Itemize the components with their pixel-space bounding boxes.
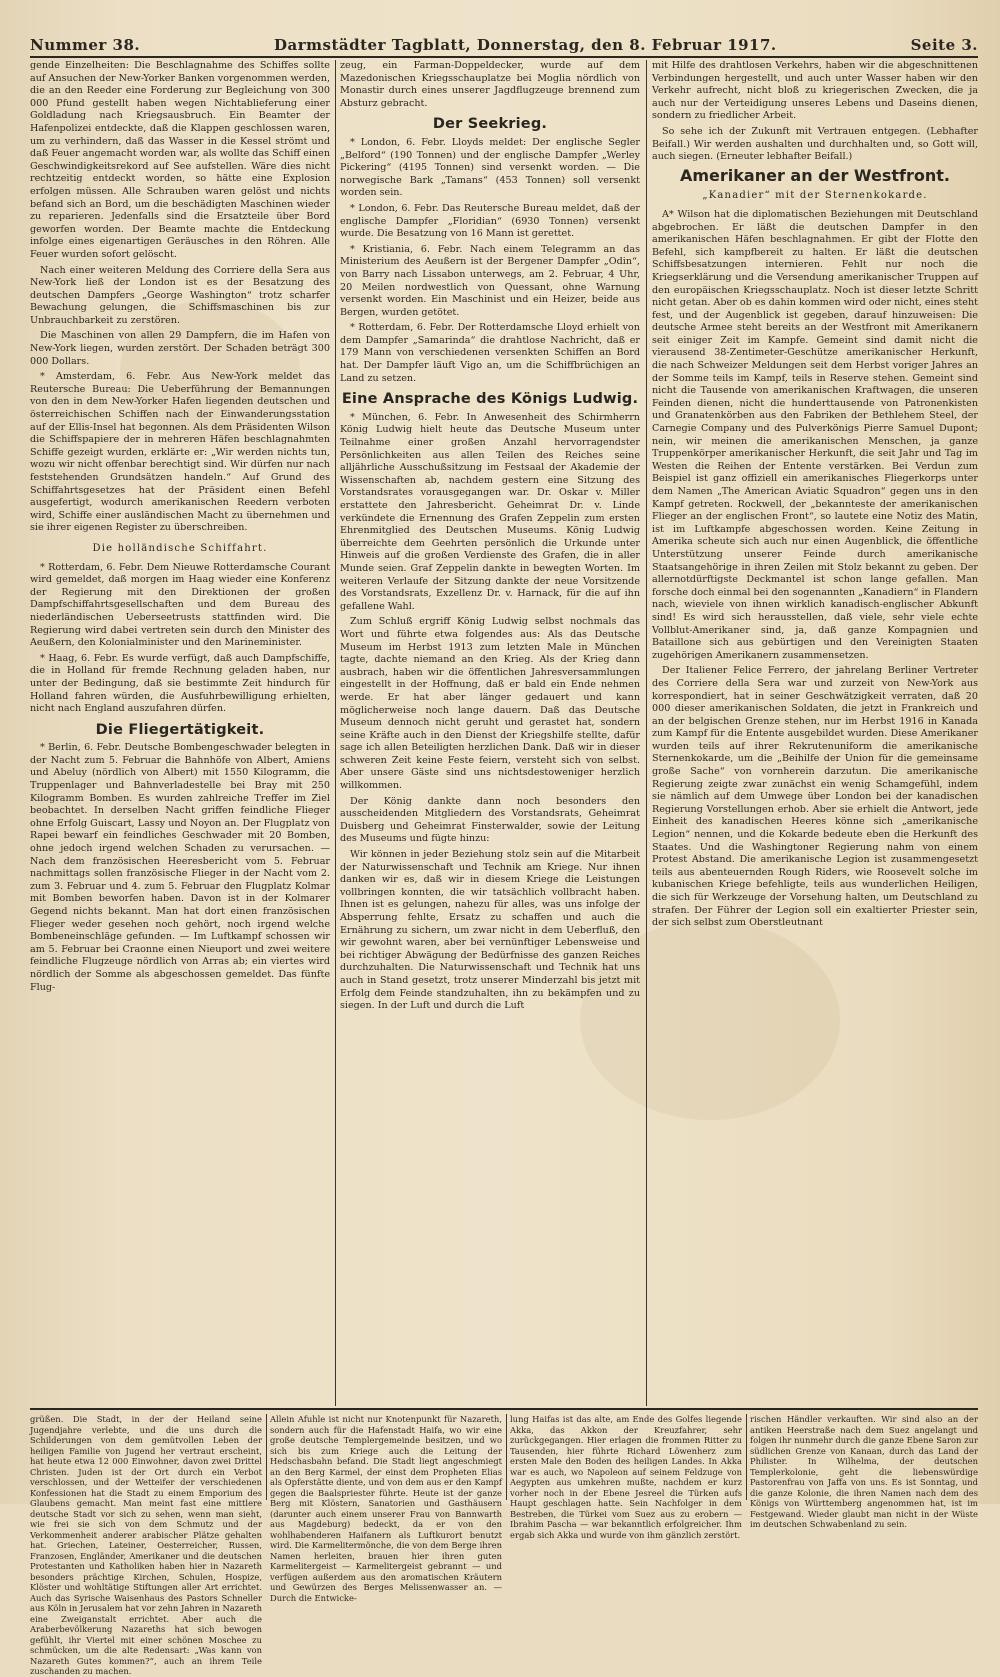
issue-number: Nummer 38. [30, 36, 141, 54]
section-heading: Amerikaner an der Westfront. [679, 165, 950, 185]
article-paragraph: * München, 6. Febr. In Anwesenheit des Schirmherrn König Ludwig hielt heute das Deutsche Museum unter Teilnahme einer großen Anzahl hervorragendster Persönlichkeiten aus allen Teilen des Reiches seine alljährliche Ausschußsitzung im Festsaal der Akademie der Wissenschaften ab, nachdem gestern eine Sitzung des Vorstandsrates vorausgegangen war. Dr. Oskar v. Miller erstattete den Jahresbericht. Geheimrat Dr. v. Linde verkündete die Ernennung des Grafen Zeppelin zum ersten Ehrenmitglied des Deutschen Museums. König Ludwig überreichte dem Geehrten persönlich die Urkunde unter Hinweis auf die großen Verdienste des Grafen, die in aller Munde seien. Graf Zeppelin dankte in bewegten Worten. Im weiteren Verlaufe der Sitzung dankte der neue Vorsitzende des Vorstandsrats, Exzellenz Dr. v. Harnack, für die auf ihn gefallene Wahl. [340, 411, 640, 612]
section-subheading: „Kanadier“ mit der Sternenkokarde. [702, 190, 928, 202]
feuilleton-column-4: rischen Händler verkauften. Wir sind also an der antiken Heerstraße nach dem Suez angelangt und folgen ihr nunmehr durch die ganze Ebene Saron zur südlichen Grenze von Kanaan, durch das Land der Philister. In Wilhelma, der deutschen Templerkolonie, geht die liebenswürdige Pastorenfrau von Jaffa von uns. Es ist Sonntag, und die ganze Kolonie, die ihren Namen nach dem des Königs von Württemberg angenommen hat, ist im Festgewand. Wieder glaubt man nicht in der Wüste im deutschen Schwabenland zu sein. [750, 1414, 978, 1529]
article-paragraph: Der Italiener Felice Ferrero, der jahrelang Berliner Vertreter des Corriere della Sera war und zurzeit von New-York aus korrespondiert, hat in seiner Geschwätzigkeit verraten, daß 20 000 dieser amerikanischen Soldaten, die jetzt in Frankreich und an der belgischen Grenze stehen, nur im Herbst 1916 in Kanada zum Kampf für die Entente ausgebildet wurden. Diese Amerikaner wurden teils auf ihrer Rekrutenuniform die amerikanische Sternenkokarde, um die „Beihilfe der Union für die gemeinsame große Sache“ von vornherein darzutun. Die amerikanische Regierung zeigte zwar zunächst ein wenig Schamgefühl, indem sie nämlich auf dem Umwege über London bei der kanadischen Regierung Vorstellungen erhob. Aber sie erhielt die Antwort, jede Einheit des kanadischen Heeres könne sich „amerikanische Legion“ nennen, und die Kokarde bedeute eben die Herkunft des Staates. Und die Washingtoner Regierung nahm von einem Protest Abstand. Die amerikanische Legion ist zusammengesetzt teils aus abenteuernden Rough Riders, wie Roosevelt solche im kubanischen Kriege befehligte, teils aus wunderlichen Heiligen, die sich für Werkzeuge der Vorsehung halten, um Deutschland zu strafen. Der Führer der Legion soll ein exaltierter Priester sein, der sich selbst zum Oberstleutnant [652, 665, 978, 929]
article-paragraph: Die Maschinen von allen 29 Dampfern, die im Hafen von New-York liegen, wurden zerstört. Der Schaden beträgt 300 000 Dollars. [30, 330, 330, 367]
column-3 [652, 60, 978, 1406]
newspaper-title-date: Darmstädter Tagblatt, Donnerstag, den 8. Februar 1917. [274, 36, 777, 54]
article-paragraph: * Rotterdam, 6. Febr. Dem Nieuwe Rotterdamsche Courant wird gemeldet, daß morgen im Haag wieder eine Konferenz der Regierung mit den Direktionen der großen Dampfschiffahrtsgesellschaften und dem Bureau des niederländischen Ueberseetrusts stattfinden wird. Die Regierung wird dabei vertreten sein durch den Minister des Aeußern, den Kolonialminister und den Marineminister. [30, 561, 330, 649]
column-rule [266, 1414, 267, 1500]
article-paragraph: gende Einzelheiten: Die Beschlagnahme des Schiffes sollte auf Ansuchen der New-Yorker Banken vorgenommen werden, die an den Reeder eine Forderung zur Begleichung von 300 000 Pfund gestellt haben wegen Nichtablieferung einer Goldladung nach Kriegsausbruch. Ein Beamter der Hafenpolizei entdeckte, daß die Klappen geschlossen waren, um zu verhindern, daß das Wasser in die Kessel strömt und daß Feuer angemacht worden war, als wollte das Schiff einen Geschwindigkeitsrekord auf See aufstellen. Wäre dies nicht rechtzeitig entdeckt worden, so hätte eine Explosion erfolgen müssen. Alle Schrauben waren gelöst und nichts befand sich an Bord, um die beschädigten Maschinen wieder zu reparieren. Jedenfalls sind die Ersatzteile über Bord geworfen worden. Der Beamte machte die Entdeckung infolge eines eigenartigen Geräusches in den Röhren. Alle Feuer wurden sofort gelöscht. [30, 60, 330, 260]
section-subheading: Die holländische Schiffahrt. [92, 542, 268, 554]
masthead [30, 32, 978, 58]
section-heading: Eine Ansprache des Königs Ludwig. [341, 391, 639, 408]
page-number: Seite 3. [910, 36, 978, 54]
article-paragraph: * Haag, 6. Febr. Es wurde verfügt, daß auch Dampfschiffe, die in Holland für fremde Rechnung geladen haben, nur unter der Bedingung, daß sie bestimmte Zeit hindurch für Holland fahren würden, die Ausfuhrbewilligung erhielten, nicht nach England auszufahren dürfen. [30, 652, 330, 715]
section-heading: Die Fliegertätigkeit. [95, 721, 265, 738]
article-paragraph: * Rotterdam, 6. Febr. Der Rotterdamsche Lloyd erhielt von dem Dampfer „Samarinda“ die drahtlose Nachricht, daß er 179 Mann von verschiedenen versenkten Schiffen an Bord hat. Der Dampfer läuft Vigo an, um die Schiffbrüchigen an Land zu setzen. [340, 322, 640, 384]
article-paragraph: Der König dankte dann noch besonders den ausscheidenden Mitgliedern des Vorstandsrats, Geheimrat Duisberg und Geheimrat Finsterwalder, sowie der Leitung des Museums und fügte hinzu: [340, 795, 640, 845]
section-heading: Der Seekrieg. [432, 116, 548, 133]
feuilleton-separator [30, 1408, 978, 1410]
article-paragraph: Wir können in jeder Beziehung stolz sein auf die Mitarbeit der Naturwissenschaft und Technik am Kriege. Nur ihnen danken wir es, daß wir in diesem Kriege die Leistungen vollbringen konnten, die wir tatsächlich vollbracht haben. Ihnen ist es gelungen, nahezu für alles, was uns infolge der Absperrung fehlte, Ersatz zu schaffen und auch die Ernährung zu sichern, um zwar nicht in dem Ueberfluß, den wir gewohnt waren, aber bei vernünftiger Lebensweise und bei richtiger Abwägung der Bedürfnisse des ganzen Reiches durchzuhalten. Die Naturwissenschaft und Technik hat uns auch in Stand gesetzt, trotz unserer Minderzahl bis jetzt mit Erfolg dem Feinde standzuhalten, ihn zu bekämpfen und zu siegen. In der Luft und durch die Luft [340, 849, 640, 1012]
article-paragraph: zeug, ein Farman-Doppeldecker, wurde auf dem Mazedonischen Kriegsschauplatze bei Moglia nördlich von Monastir durch eines unserer Jagdflugzeuge brennend zum Absturz gebracht. [340, 60, 640, 109]
article-paragraph: * Amsterdam, 6. Febr. Aus New-York meldet das Reutersche Bureau: Die Ueberführung der Bemannungen von den in dem New-Yorker Hafen liegenden deutschen und österreichischen Schiffen nach der Einwanderungsstation auf der Ellis-Insel hat begonnen. Als dem Präsidenten Wilson die Schiffspapiere der in mehreren Häfen beschlagnahmten Schiffe gezeigt wurden, erklärte er: „Wir werden nichts tun, wozu wir nicht offenbar berechtigt sind. Wir dürfen nur nach feststehenden Grundsätzen handeln.“ Auf Grund des Schiffahrtsgesetzes hat der Präsident einen Befehl ausgefertigt, wodurch amerikanischen Reedern verboten wird, Schiffe einer ausländischen Macht zu übernehmen und sie ihrer eigenen Register zu überschreiben. [30, 371, 330, 534]
feuilleton-column-3: lung Haifas ist das alte, am Ende des Golfes liegende Akka, das Akkon der Kreuzfahrer, sehr zurückgegangen. Hier erlagen die frommen Ritter zu Tausenden, hier führte Richard Löwenherz zum ersten Male den Boden des heiligen Landes. In Akka war es auch, wo Napoleon auf seinem Feldzuge von Aegypten aus umkehren mußte, nachdem er kurz vorher noch in der Ebene Jesreel die Türken aufs Haupt geschlagen hatte. Sein Nachfolger in dem Bestreben, die Türkei vom Suez aus zu erobern — Ibrahim Pascha — war bekanntlich erfolgreicher. Ihm ergab sich Akka und wurde von ihm gänzlich zerstört. [510, 1414, 742, 1540]
article-paragraph: * Berlin, 6. Febr. Deutsche Bombengeschwader belegten in der Nacht zum 5. Februar die Bahnhöfe von Albert, Amiens und Abeluy (nördlich von Albert) mit 1550 Kilogramm, die Truppenlager und Bahnverladestelle bei Bray mit 250 Kilogramm Bomben. Es wurden zahlreiche Treffer im Ziel beobachtet. In derselben Nacht griffen feindliche Flieger ohne Erfolg Guiscart, Lassy und Noyon an. Der Flugplatz von Rapei bewarf ein feindliches Geschwader mit 20 Bomben, ohne jedoch irgend welchen Schaden zu verursachen. — Nach dem französischen Heeresbericht vom 5. Februar nachmittags sollen französische Flieger in der Nacht vom 2. zum 3. Februar und 4. zum 5. Februar den Flugplatz Kolmar mit Bomben beworfen haben. Davon ist in der Kolmarer Gegend nichts bekannt. Man hat dort einen französischen Flieger weder gesehen noch gehört, noch irgend welche Bombeneinschläge gefunden. — Im Luftkampf schossen wir am 5. Februar bei Craonne einen Nieuport und zwei weitere feindliche Flugzeuge nördlich von Arras ab; ein viertes wird nördlich der Somme als abgeschossen gemeldet. Das fünfte Flug- [30, 742, 330, 993]
article-paragraph: A* Wilson hat die diplomatischen Beziehungen mit Deutschland abgebrochen. Er läßt die deutschen Dampfer in den amerikanischen Häfen beschlagnahmen. Er gibt der Flotte den Befehl, sich kampfbereit zu halten. Er läßt die deutschen Schiffsbesatzungen internieren. Fehlt nur noch die Kriegserklärung und die Versendung amerikanischer Truppen auf den europäischen Kriegsschauplatz. Noch ist dieser letzte Schritt nicht getan. Aber ob es dahin kommen wird oder nicht, eines steht fest, und der Augenblick ist gegeben, darauf hinzuweisen: Die deutsche Armee steht bereits an der Westfront mit Amerikanern seit einiger Zeit im Kampfe. Gemeint sind damit nicht die vierausend 38-Zentimeter-Geschütze amerikanischer Herkunft, die nach Schweizer Meldungen seit dem Herbst voriger Jahres an der Somme teils im Kampf, teils in Reserve stehen. Gemeint sind nicht die Tausende von amerikanischen Kraftwagen, die unseren Feinden dienen, nicht die hunderttausende von Patronenkisten und Granatenkörben aus den Fabriken der Bethlehem Steel, der Carnegie Company und des Pulverkönigs Pierre Samuel Dupont; nein, wir meinen die amerikanischen Menschen, ja ganze Truppenkörper amerikanischer Herkunft, die seit Jahr und Tag im Westen die Reihen der Entente verstärken. Bei Verdun zum Beispiel ist ganz offiziell ein amerikanisches Fliegerkorps unter dem Namen „The American Aviatic Squadron“ gegen uns in den Kampf getreten. Rockwell, der „bekannteste der amerikanischen Flieger an der englischen Front“, so lautete eine Notiz des Matin, ist im Luftkampfe abgeschossen worden. Keine Zeitung in Amerika scheute sich auch nur einen Augenblick, die öffentliche Unterstützung unserer Feinde durch amerikanische Staatsangehörige in ihren Zeilen mit Stolz bekannt zu geben. Der allernotdürftigste Deckmantel ist schon lange gefallen. Man forsche doch einmal bei den sogenannten „Kanadiern“ in Flandern nach, wieviele von ihnen wirklich kanadisch-englischer Abkunft sind! Es wird sich herausstellen, daß viele, sehr viele echte Vollblut-Amerikaner sind, ja, daß ganze Kompagnien und Bataillone sich aus gebürtigen und den Vereinigten Staaten zugehörigen Amerikanern zusammensetzen. [652, 208, 978, 661]
feuilleton-column-2: Allein Afuhle ist nicht nur Knotenpunkt für Nazareth, sondern auch für die Hafenstadt Haifa, wo wir eine große deutsche Templergemeinde besitzen, und wo sich bis zum Kriege auch die Leitung der Hedschasbahn befand. Die Stadt liegt angeschmiegt an den Berg Karmel, der einst dem Propheten Elias als Opferstätte diente, und von dem aus er den Kampf gegen die Baalspriester führte. Heute ist der ganze Berg mit Klöstern, Sanatorien und Gasthäusern (darunter auch einem unserer Frau von Bannwarth aus Magdeburg) bedeckt, da er von den wohlhabenderen Haifanern als Luftkurort benutzt wird. Die Karmelitermönche, die von dem Berge ihren Namen herleiten, brauen hier ihren guten Karmelitergeist — Karmelitergeist gebrannt — und verfügen außerdem aus den aromatischen Kräutern und Gewürzen des Berges Melissenwasser an. — Durch die Entwicke- [270, 1414, 502, 1603]
article-paragraph: Zum Schluß ergriff König Ludwig selbst nochmals das Wort und führte etwa folgendes aus: Als das Deutsche Museum im Herbst 1913 zum letzten Male in München tagte, dachte niemand an den Krieg. Als der Krieg dann ausbrach, haben wir die öffentlichen Jahresversammlungen eingestellt in der Hoffnung, daß er bald ein Ende nehmen werde. Er hat aber länger gedauert und kann möglicherweise noch lange dauern. Daß das Deutsche Museum dennoch nicht geruht und gerastet hat, sondern seine Kräfte auch in den Dienst der Kriegshilfe stellte, dafür sage ich allen Beteiligten herzlichen Dank. Daß wir in dieser schweren Zeit keine Feste feiern, versteht sich von selbst. Aber unsere Gäste sind uns nichtsdestoweniger herzlich willkommen. [340, 616, 640, 792]
column-rule [335, 60, 336, 1406]
article-paragraph: Nach einer weiteren Meldung des Corriere della Sera aus New-York ließ der London ist es der Besatzung des deutschen Dampfers „George Washington“ trotz scharfer Bewachung gelungen, die Schiffsmaschinen bis zur Unbrauchbarkeit zu zerstören. [30, 264, 330, 326]
article-paragraph: mit Hilfe des drahtlosen Verkehrs, haben wir die abgeschnittenen Verbindungen hergestellt, und auch unter Wasser haben wir den Verkehr aufrecht, nicht bloß zu kriegerischen Zwecken, die ja auch nur der Verteidigung unseres Lebens und Daseins dienen, sondern zu friedlicher Arbeit. [652, 60, 978, 122]
article-paragraph: * Kristiania, 6. Febr. Nach einem Telegramm an das Ministerium des Aeußern ist der Bergener Dampfer „Odin“, von Barry nach Lissabon unterwegs, am 2. Februar, 4 Uhr, 20 Meilen nordwestlich von Quessant, ohne Warnung versenkt worden. Ein Maschinist und ein Heizer, beide aus Bergen, wurden getötet. [340, 243, 640, 318]
column-1 [30, 60, 330, 1406]
column-rule [646, 60, 647, 1406]
article-paragraph: * London, 6. Febr. Das Reutersche Bureau meldet, daß der englische Dampfer „Floridian“ (6930 Tonnen) versenkt wurde. Die Besatzung von 16 Mann ist gerettet. [340, 202, 640, 240]
feuilleton-column-1: grüßen. Die Stadt, in der der Heiland seine Jugendjahre verlebte, und die uns durch die Schilderungen von dem gemütvollen Leben der heiligen Familie von Jugend her vertraut erscheint, hat heute etwa 12 000 Einwohner, davon zwei Drittel Christen. Juden ist der Ort durch ein Verbot verschlossen, und der Wetteifer der verschiedenen Konfessionen hat die Stadt zu einem Emporium des Glaubens gemacht. Man meint fast eine mittlere deutsche Stadt vor sich zu sehen, wenn man sieht, wie frei sie sich von dem Schmutz und der Verkommenheit anderer arabischer Plätze gehalten hat. Griechen, Lateiner, Oesterreicher, Russen, Franzosen, Engländer, Amerikaner und die deutschen Protestanten und Katholiken haben hier in Nazareth besonders prächtige Kirchen, Schulen, Hospize, Klöster und wohltätige Stiftungen aller Art errichtet. Auch das Syrische Waisenhaus des Pastors Schneller aus Köln in Jerusalem hat vor zehn Jahren in Nazareth eine Zweiganstalt errichtet. Aber auch die Araberbevölkerung Nazareths hat sich bewogen gefühlt, ihr Viertel mit einer schönen Moschee zu schmücken, um die alte Redensart: „Was kann von Nazareth Gutes kommen?“, auch an ihrem Teile zuschanden zu machen. [30, 1414, 262, 1676]
article-paragraph: * London, 6. Febr. Lloyds meldet: Der englische Segler „Belford“ (190 Tonnen) und der englische Dampfer „Werley Pickering“ (4195 Tonnen) sind versenkt worden. — Die norwegische Bark „Tamans“ (453 Tonnen) soll versenkt worden sein. [340, 136, 640, 199]
column-rule [506, 1414, 507, 1500]
column-rule [746, 1414, 747, 1500]
article-paragraph: So sehe ich der Zukunft mit Vertrauen entgegen. (Lebhafter Beifall.) Wir werden aushalten und durchhalten und, so Gott will, auch siegen. (Erneuter lebhafter Beifall.) [652, 125, 978, 163]
column-2 [340, 60, 640, 1406]
